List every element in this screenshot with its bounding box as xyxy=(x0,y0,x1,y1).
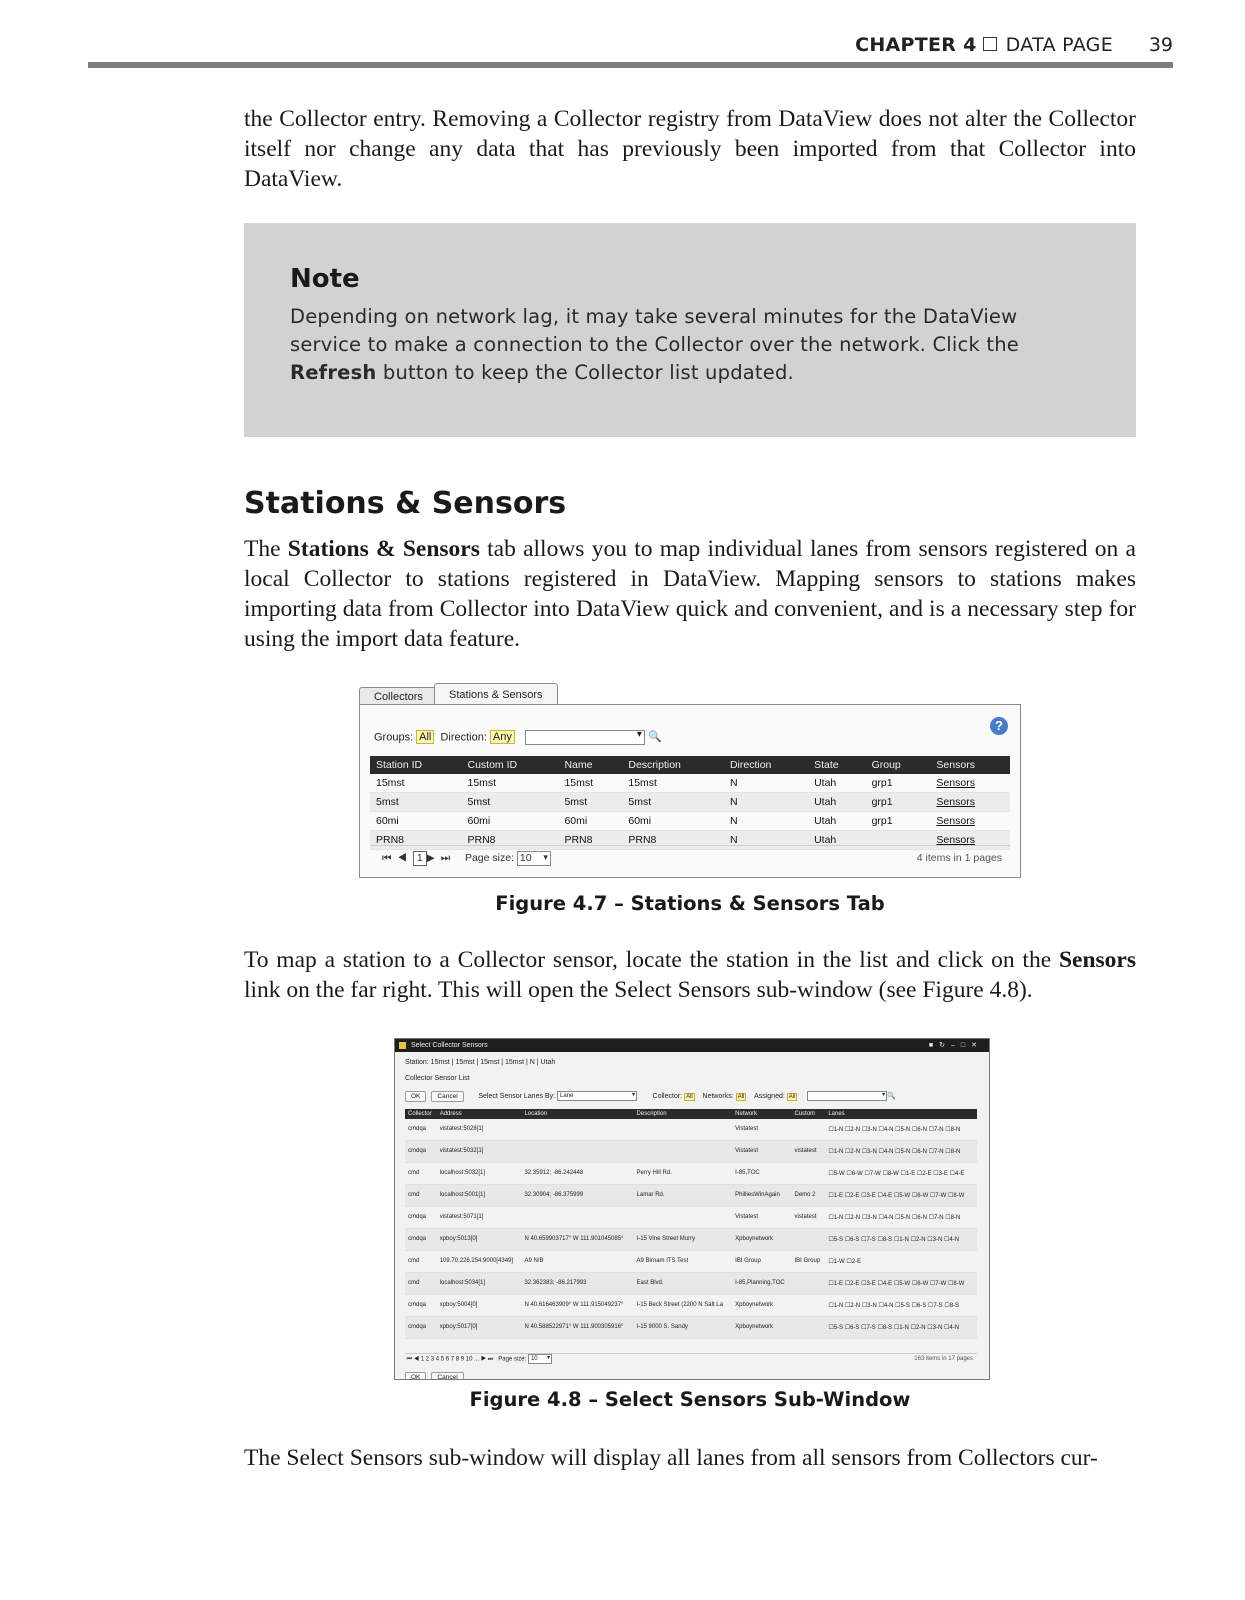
sensor-table-cell: cmdqa xyxy=(405,1229,437,1251)
p3-post: link on the far right. This will open the Select Sensors sub-window (see Figure 4.8). xyxy=(244,977,1033,1003)
sensor-table-cell xyxy=(634,1141,733,1163)
sensor-column-header[interactable]: Collector xyxy=(405,1109,437,1119)
station-table-cell: grp1 xyxy=(866,793,931,812)
sensor-table-cell: I-15 Beck Street (2200 N Salt La xyxy=(634,1295,733,1317)
sensor-table-cell: Perry Hill Rd. xyxy=(634,1163,733,1185)
station-column-header[interactable]: State xyxy=(808,756,866,774)
sensor-table-cell xyxy=(792,1317,826,1339)
networks-filter[interactable]: All xyxy=(737,1094,745,1100)
sensor-table-cell xyxy=(521,1207,633,1229)
running-head xyxy=(855,34,1113,56)
station-table-cell: 60mi xyxy=(558,812,622,831)
station-table-cell: 60mi xyxy=(622,812,724,831)
sensor-table-cell xyxy=(634,1119,733,1141)
sensor-table-cell xyxy=(792,1163,826,1185)
station-column-header[interactable]: Group xyxy=(866,756,931,774)
sensor-table-cell: Xpboynetwork xyxy=(732,1317,791,1339)
station-table-cell: Utah xyxy=(808,774,866,793)
ok-button-bottom[interactable]: OK xyxy=(405,1372,426,1380)
window-icon xyxy=(399,1042,406,1049)
cancel-button-bottom[interactable]: Cancel xyxy=(431,1372,463,1380)
station-table-cell: 15mst xyxy=(558,774,622,793)
sensor-table-row[interactable] xyxy=(405,1185,977,1207)
sensors-link[interactable]: Sensors xyxy=(930,793,1010,812)
station-table-cell: N xyxy=(724,774,808,793)
sensor-table-row[interactable] xyxy=(405,1207,977,1229)
station-column-header[interactable]: Description xyxy=(622,756,724,774)
sensor-table-cell: ☐5-S ☐6-S ☐7-S ☐8-S ☐1-N ☐2-N ☐3-N ☐4-N xyxy=(825,1229,977,1251)
sensor-table-cell: IBI Group xyxy=(792,1251,826,1273)
sensor-table-cell: East Blvd. xyxy=(634,1273,733,1295)
sensors-link[interactable]: Sensors xyxy=(930,774,1010,793)
station-column-header[interactable]: Direction xyxy=(724,756,808,774)
station-table-cell: PRN8 xyxy=(370,831,461,850)
sensor-table-cell: ☐1-N ☐2-N ☐3-N ☐4-N ☐5-N ☐6-N ☐7-N ☐8-N xyxy=(825,1207,977,1229)
sensor-column-header[interactable]: Address xyxy=(437,1109,522,1119)
note-refresh-bold: Refresh xyxy=(290,361,377,384)
header-rule xyxy=(88,62,1173,68)
station-table-cell: 5mst xyxy=(622,793,724,812)
station-table-cell: 5mst xyxy=(370,793,461,812)
sensor-table-cell: ☐5-S ☐6-S ☐7-S ☐8-S ☐1-N ☐2-N ☐3-N ☐4-N xyxy=(825,1317,977,1339)
sensor-table-cell: A9 N/B xyxy=(521,1251,633,1273)
sensor-table-cell: cmd xyxy=(405,1163,437,1185)
pager-2: ⏮ ◀ 1 2 3 4 5 6 7 8 9 10 ... ▶ ⏭ Page size: 10 ▾ 163 items in 17 pages xyxy=(405,1353,977,1365)
sensor-column-header[interactable]: Custom xyxy=(792,1109,826,1119)
sensor-table-cell: localhost:5001[1] xyxy=(437,1185,522,1207)
filter-bar xyxy=(374,730,662,745)
sensor-table-cell: cmdqa xyxy=(405,1295,437,1317)
station-line: Station: 15mst | 15mst | 15mst | 15mst | N | Utah xyxy=(405,1059,556,1066)
note-box xyxy=(244,223,1136,437)
select-lanes-label: Select Sensor Lanes By: xyxy=(478,1093,556,1100)
sensor-table-cell: vistatest xyxy=(792,1141,826,1163)
station-table-cell: 60mi xyxy=(370,812,461,831)
sensor-table-cell: xpboy:5017[0] xyxy=(437,1317,522,1339)
collector-label: Collector: xyxy=(652,1093,683,1100)
sensor-table-cell xyxy=(521,1119,633,1141)
help-icon[interactable]: ? xyxy=(990,717,1008,735)
p3-bold: Sensors xyxy=(1058,947,1136,973)
sensor-table-cell: ☐1-E ☐2-E ☐3-E ☐4-E ☐5-W ☐6-W ☐7-W ☐8-W xyxy=(825,1273,977,1295)
sensor-table-cell: localhost:5032[1] xyxy=(437,1163,522,1185)
paragraph-collector-removal: the Collector entry. Removing a Collector registry from DataView does not alter the Collector itself nor change any data that has previously been imported from that Collector into DataView. xyxy=(244,106,1136,192)
assigned-label: Assigned: xyxy=(754,1093,785,1100)
figure-caption-4-7: Figure 4.7 – Stations & Sensors Tab xyxy=(495,892,885,915)
station-column-header[interactable]: Sensors xyxy=(930,756,1010,774)
direction-filter[interactable]: Any xyxy=(490,730,515,744)
station-table-cell: Utah xyxy=(808,793,866,812)
note-text xyxy=(290,303,1090,387)
sensor-table-cell: vistatest xyxy=(792,1207,826,1229)
station-table-cell: N xyxy=(724,831,808,850)
station-table-cell: 5mst xyxy=(558,793,622,812)
sensor-table-row[interactable] xyxy=(405,1229,977,1251)
station-table-row[interactable] xyxy=(370,812,1010,831)
bottom-buttons xyxy=(405,1366,469,1380)
tab-stations-sensors[interactable]: Stations & Sensors xyxy=(434,683,558,706)
sensor-table-cell: Vistatest xyxy=(732,1141,791,1163)
station-table-cell: 60mi xyxy=(461,812,558,831)
search-icon-2[interactable]: 🔍 xyxy=(887,1093,896,1100)
note-text-post: button to keep the Collector list updated. xyxy=(376,361,794,384)
station-table-cell: N xyxy=(724,793,808,812)
sensor-column-header[interactable]: Lanes xyxy=(825,1109,977,1119)
note-title: Note xyxy=(290,264,360,294)
sensor-table-row[interactable] xyxy=(405,1141,977,1163)
station-table-cell: 15mst xyxy=(461,774,558,793)
cancel-button[interactable]: Cancel xyxy=(431,1091,463,1102)
sensor-table-cell: Vistatest xyxy=(732,1207,791,1229)
sensor-column-header[interactable]: Network xyxy=(732,1109,791,1119)
station-column-header[interactable]: Custom ID xyxy=(461,756,558,774)
sensor-table-cell: 109.70.226.254:9000[4349] xyxy=(437,1251,522,1273)
collector-filter[interactable]: All xyxy=(686,1094,693,1100)
sensor-table-cell: N 40.588522971° W 111.900305916° xyxy=(521,1317,633,1339)
sensor-toolbar xyxy=(405,1091,896,1102)
station-table-cell: 15mst xyxy=(622,774,724,793)
direction-label: Direction: xyxy=(440,731,487,744)
sensor-column-header[interactable]: Location xyxy=(521,1109,633,1119)
sensor-table-row[interactable] xyxy=(405,1163,977,1185)
stations-table xyxy=(370,756,1010,850)
sensor-table-cell xyxy=(792,1119,826,1141)
paragraph-map-station xyxy=(244,945,1136,1005)
networks-label: Networks: xyxy=(702,1093,734,1100)
station-table-cell: Utah xyxy=(808,831,866,850)
page-size-label-2: Page size: xyxy=(498,1356,527,1363)
station-table-cell: 15mst xyxy=(370,774,461,793)
pager xyxy=(370,845,1010,870)
station-table-row[interactable] xyxy=(370,793,1010,812)
sensor-table-row[interactable] xyxy=(405,1119,977,1141)
sensor-list-title: Collector Sensor List xyxy=(405,1075,470,1082)
sensor-table-row[interactable] xyxy=(405,1273,977,1295)
sensor-table-cell: Xpboynetwork xyxy=(732,1295,791,1317)
station-column-header[interactable]: Station ID xyxy=(370,756,461,774)
current-page-box[interactable]: 1 xyxy=(413,851,427,866)
search-select[interactable] xyxy=(525,730,645,745)
section-label: DATA PAGE xyxy=(1005,34,1113,56)
sensor-table-cell: vistatest:5032[1] xyxy=(437,1141,522,1163)
search-select-2[interactable] xyxy=(807,1091,887,1101)
sensor-table-cell: ☐1-W ☐2-E xyxy=(825,1251,977,1273)
sensor-table-cell: vistatest:5071[1] xyxy=(437,1207,522,1229)
sensor-table-cell: N 40.659903717° W 111.901045085° xyxy=(521,1229,633,1251)
sensor-table-cell: Xpboynetwork xyxy=(732,1229,791,1251)
pager-nav[interactable]: ⏮◀ 1 ▶⏭ xyxy=(382,852,457,864)
figure-caption-4-8: Figure 4.8 – Select Sensors Sub-Window xyxy=(469,1388,911,1411)
station-table-cell: PRN8 xyxy=(622,831,724,850)
window-titlebar xyxy=(395,1039,989,1052)
sensor-table-cell: ☐1-N ☐2-N ☐3-N ☐4-N ☐5-N ☐6-N ☐7-N ☐8-N xyxy=(825,1119,977,1141)
sensor-table-cell: I-85,TOC xyxy=(732,1163,791,1185)
sensor-table-cell: 32.35912; -86.242448 xyxy=(521,1163,633,1185)
sensor-table-cell: Demo 2 xyxy=(792,1185,826,1207)
sensor-table-cell: Lamar Rd. xyxy=(634,1185,733,1207)
window-title: Select Collector Sensors xyxy=(411,1042,488,1049)
sensor-table-cell: A9 Birnam ITS Test xyxy=(634,1251,733,1273)
select-lanes-dropdown[interactable]: Lane ▾ xyxy=(557,1091,637,1101)
station-table-cell: N xyxy=(724,812,808,831)
station-table-cell: grp1 xyxy=(866,774,931,793)
sensor-table-cell: localhost:5034[1] xyxy=(437,1273,522,1295)
pager-info-2: 163 items in 17 pages xyxy=(914,1356,973,1362)
assigned-filter[interactable]: All xyxy=(788,1094,796,1100)
chapter-label: CHAPTER 4 xyxy=(855,34,977,56)
sensor-table-row[interactable] xyxy=(405,1251,977,1273)
p2-pre: The xyxy=(244,536,288,562)
page-size-label: Page size: xyxy=(464,852,514,864)
search-icon[interactable]: 🔍 xyxy=(647,731,662,744)
sensor-table-cell: cmdqa xyxy=(405,1207,437,1229)
sensor-table-cell: vistatest:5028[1] xyxy=(437,1119,522,1141)
groups-filter[interactable]: All xyxy=(416,730,434,744)
sensor-table-cell xyxy=(792,1229,826,1251)
sensor-table-cell: I-15 Vine Street Murry xyxy=(634,1229,733,1251)
station-table-cell: PRN8 xyxy=(558,831,622,850)
page-size-select-2[interactable]: 10 ▾ xyxy=(528,1354,552,1364)
sensor-table-cell: cmd xyxy=(405,1273,437,1295)
figure-select-sensors-window xyxy=(394,1038,990,1380)
sensor-table-cell: I-85,Planning,TOC xyxy=(732,1273,791,1295)
sensor-table-cell: IBI Group xyxy=(732,1251,791,1273)
sensor-table-cell: Vistatest xyxy=(732,1119,791,1141)
sensor-table-cell: N 40.616463909° W 111.915049237° xyxy=(521,1295,633,1317)
sensor-table-cell: xpboy:5004[0] xyxy=(437,1295,522,1317)
separator-box-icon xyxy=(983,37,997,51)
sensor-table-cell xyxy=(634,1207,733,1229)
ok-button[interactable]: OK xyxy=(405,1091,426,1102)
page-number: 39 xyxy=(1148,34,1173,56)
sensor-table-row[interactable] xyxy=(405,1317,977,1339)
station-table-cell: PRN8 xyxy=(461,831,558,850)
sensor-table-cell: cmd xyxy=(405,1251,437,1273)
sensor-table-cell: cmdqa xyxy=(405,1141,437,1163)
page-links[interactable]: 1 2 3 4 5 6 7 8 9 10 ... xyxy=(420,1356,480,1363)
sensor-column-header[interactable]: Description xyxy=(634,1109,733,1119)
station-table-cell: 5mst xyxy=(461,793,558,812)
sensor-table-cell: cmdqa xyxy=(405,1317,437,1339)
station-table-cell: grp1 xyxy=(866,812,931,831)
station-column-header[interactable]: Name xyxy=(558,756,622,774)
paragraph-select-sensors: The Select Sensors sub-window will display all lanes from all sensors from Collectors cur- xyxy=(244,1445,1098,1471)
figure-stations-sensors-tab xyxy=(359,683,1021,878)
sensor-table-cell: ☐1-E ☐2-E ☐3-E ☐4-E ☐5-W ☐6-W ☐7-W ☐8-W xyxy=(825,1185,977,1207)
station-table-cell: Utah xyxy=(808,812,866,831)
sensor-table-cell: cmd xyxy=(405,1185,437,1207)
stations-panel xyxy=(359,704,1021,878)
groups-label: Groups: xyxy=(374,731,414,744)
p3-pre: To map a station to a Collector sensor, locate the station in the list and click on the xyxy=(244,947,1059,973)
paragraph-stations-intro xyxy=(244,534,1136,654)
sensor-table-row[interactable] xyxy=(405,1295,977,1317)
p2-post: tab allows you to map individual lanes from sensors registered on a local Collector to stations registered in DataView. Mapping sensors to stations makes importing data from Collector into DataView quick and convenient, and is a necessary step for using the import data feature. xyxy=(244,536,1136,652)
sensor-table-cell: PhilliesWinAgain xyxy=(732,1185,791,1207)
section-heading: Stations & Sensors xyxy=(244,486,567,521)
tab-collectors[interactable]: Collectors xyxy=(359,687,438,706)
sensors-link[interactable]: Sensors xyxy=(930,831,1010,850)
sensor-table-cell: 32.30904; -86.375999 xyxy=(521,1185,633,1207)
sensor-table-cell: ☐5-W ☐6-W ☐7-W ☐8-W ☐1-E ☐2-E ☐3-E ☐4-E xyxy=(825,1163,977,1185)
sensor-table-cell xyxy=(521,1141,633,1163)
sensor-table-cell: ☐1-N ☐2-N ☐3-N ☐4-N ☐5-S ☐6-S ☐7-S ☐8-S xyxy=(825,1295,977,1317)
note-text-pre: Depending on network lag, it may take several minutes for the DataView service to make a connection to the Collector over the network. Click the xyxy=(290,305,1019,356)
sensor-table-cell xyxy=(792,1295,826,1317)
page-header xyxy=(88,34,1173,58)
collector-sensor-table xyxy=(405,1109,977,1339)
sensor-table-cell: I-15 9000 S. Sandy xyxy=(634,1317,733,1339)
station-table-row[interactable] xyxy=(370,774,1010,793)
sensor-table-cell: ☐1-N ☐2-N ☐3-N ☐4-N ☐5-N ☐6-N ☐7-N ☐8-N xyxy=(825,1141,977,1163)
pager-info: 4 items in 1 pages xyxy=(916,852,1002,864)
sensor-table-cell: xpboy:5013[0] xyxy=(437,1229,522,1251)
sensors-link[interactable]: Sensors xyxy=(930,812,1010,831)
sensor-table-cell: cmdqa xyxy=(405,1119,437,1141)
sensor-table-cell: 32.362383; -86.217993 xyxy=(521,1273,633,1295)
sensor-table-cell xyxy=(792,1273,826,1295)
page-size-select[interactable]: 10 ▾ xyxy=(517,851,551,866)
p2-bold: Stations & Sensors xyxy=(287,536,480,562)
window-controls[interactable]: ■↻–□✕ xyxy=(928,1042,983,1049)
